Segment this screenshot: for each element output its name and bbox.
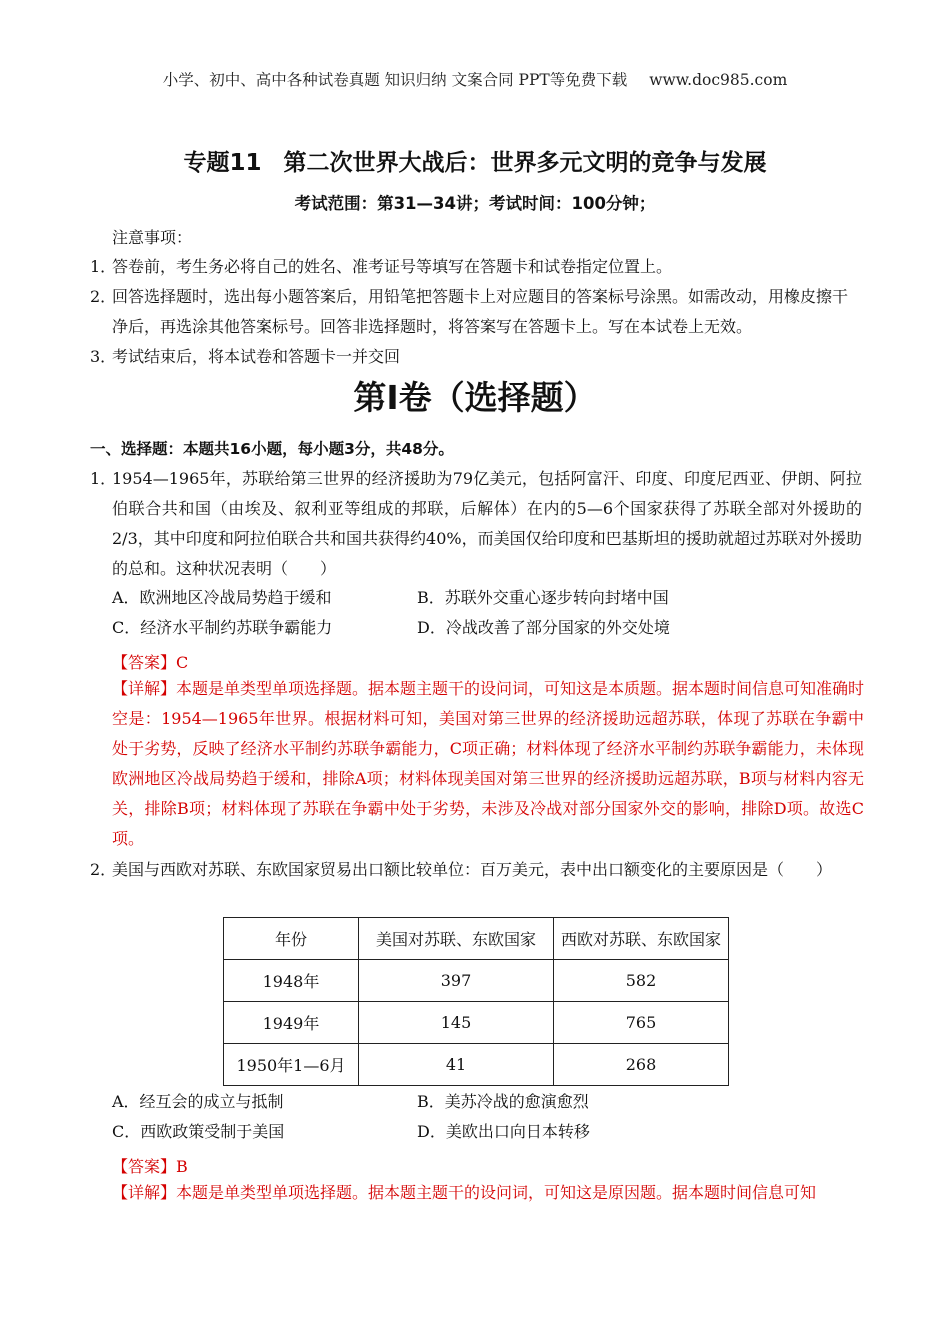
export-table: [223, 917, 729, 1086]
question-2-explanation: 【详解】本题是单类型单项选择题。据本题主题干的设问词，可知这是原因题。据本题时间信息可知: [112, 1183, 817, 1202]
note-number: 1．: [90, 257, 117, 276]
option-b: B．美苏冷战的愈演愈烈: [417, 1092, 589, 1111]
column-header: 美国对苏联、东欧国家: [359, 918, 554, 960]
note-number: 3．: [90, 347, 117, 366]
title-number: 专题11: [183, 150, 262, 176]
note-text: 回答选择题时，选出每小题答案后，用铅笔把答题卡上对应题目的答案标号涂黑。如需改动，用橡皮擦干净后，再选涂其他答案标号。回答非选择题时，将答案写在答题卡上。写在本试卷上无效。: [112, 287, 849, 336]
table-row: [224, 960, 729, 1002]
option-d: D．美欧出口向日本转移: [417, 1122, 590, 1141]
question-2-answer: 【答案】B: [112, 1157, 188, 1176]
question-number: 2．: [90, 860, 117, 879]
question-1-answer: 【答案】C: [112, 653, 189, 672]
note-text: 考试结束后，将本试卷和答题卡一并交回: [112, 347, 401, 366]
question-2: [90, 855, 862, 885]
question-1: [90, 464, 862, 584]
document-title: [0, 144, 950, 177]
column-header: 西欧对苏联、东欧国家: [554, 918, 729, 960]
section-heading: 一、选择题：本题共16小题，每小题3分，共48分。: [90, 440, 454, 458]
note-text: 答卷前，考生务必将自己的姓名、准考证号等填写在答题卡和试卷指定位置上。: [112, 257, 673, 276]
table-header-row: [224, 918, 729, 960]
table-cell: 582: [554, 960, 729, 1002]
table-cell: 1950年1—6月: [224, 1044, 359, 1086]
table-cell: 1948年: [224, 960, 359, 1002]
question-stem: 美国与西欧对苏联、东欧国家贸易出口额比较单位：百万美元，表中出口额变化的主要原因是（ ）: [112, 860, 833, 879]
option-c: C．西欧政策受制于美国: [112, 1122, 285, 1141]
column-header: 年份: [224, 918, 359, 960]
page-header: [0, 68, 950, 90]
table-cell: 41: [359, 1044, 554, 1086]
note-item: [90, 342, 860, 372]
question-1-explanation: 【详解】本题是单类型单项选择题。据本题主题干的设问词，可知这是本质题。据本题时间信息可知准确时空是：1954—1965年世界。根据材料可知，美国对第三世界的经济援助远超苏联，体现了苏联在争霸中处于劣势，反映了经济水平制约苏联争霸能力，C项正确；材料体现了经济水平制约苏联争霸能力，未体现欧洲地区冷战局势趋于缓和，排除A项；材料体现美国对第三世界的经济援助远超苏联，B项与材料内容无关，排除B项；材料体现了苏联在争霸中处于劣势，未涉及冷战对部分国家外交的影响，排除D项。故选C项。: [112, 679, 865, 848]
title-text: 第二次世界大战后：世界多元文明的竞争与发展: [283, 150, 767, 176]
table-cell: 397: [359, 960, 554, 1002]
option-c: C．经济水平制约苏联争霸能力: [112, 618, 333, 637]
note-item: [90, 252, 860, 282]
table-row: [224, 1002, 729, 1044]
option-b: B．苏联外交重心逐步转向封堵中国: [417, 588, 669, 607]
note-item: [90, 282, 860, 342]
header-site-link[interactable]: www.doc985.com: [649, 71, 788, 89]
question-2-options: [112, 1087, 852, 1147]
table-cell: 268: [554, 1044, 729, 1086]
header-text: 小学、初中、高中各种试卷真题 知识归纳 文案合同 PPT等免费下载: [162, 71, 628, 89]
question-stem: 1954—1965年，苏联给第三世界的经济援助为79亿美元，包括阿富汗、印度、印度尼西亚、伊朗、阿拉伯联合共和国（由埃及、叙利亚等组成的邦联，后解体）在内的5—6个国家获得了苏联全部对外援助的2/3，其中印度和阿拉伯联合共和国共获得约40%，而美国仅给印度和巴基斯坦的援助就超过苏联对外援助的总和。这种状况表明（ ）: [112, 469, 862, 578]
notes-list: [90, 252, 860, 372]
option-a: A．经互会的成立与抵制: [112, 1092, 284, 1111]
note-number: 2．: [90, 287, 117, 306]
part-title: 第I卷（选择题）: [353, 378, 597, 417]
notes-heading: 注意事项：: [112, 228, 193, 247]
table-row: [224, 1044, 729, 1086]
question-1-options: [112, 583, 852, 643]
exam-info: 考试范围：第31—34讲；考试时间：100分钟；: [294, 194, 656, 213]
table-cell: 145: [359, 1002, 554, 1044]
question-number: 1．: [90, 469, 117, 488]
option-a: A．欧洲地区冷战局势趋于缓和: [112, 588, 332, 607]
option-d: D．冷战改善了部分国家的外交处境: [417, 618, 670, 637]
table-cell: 1949年: [224, 1002, 359, 1044]
table-cell: 765: [554, 1002, 729, 1044]
